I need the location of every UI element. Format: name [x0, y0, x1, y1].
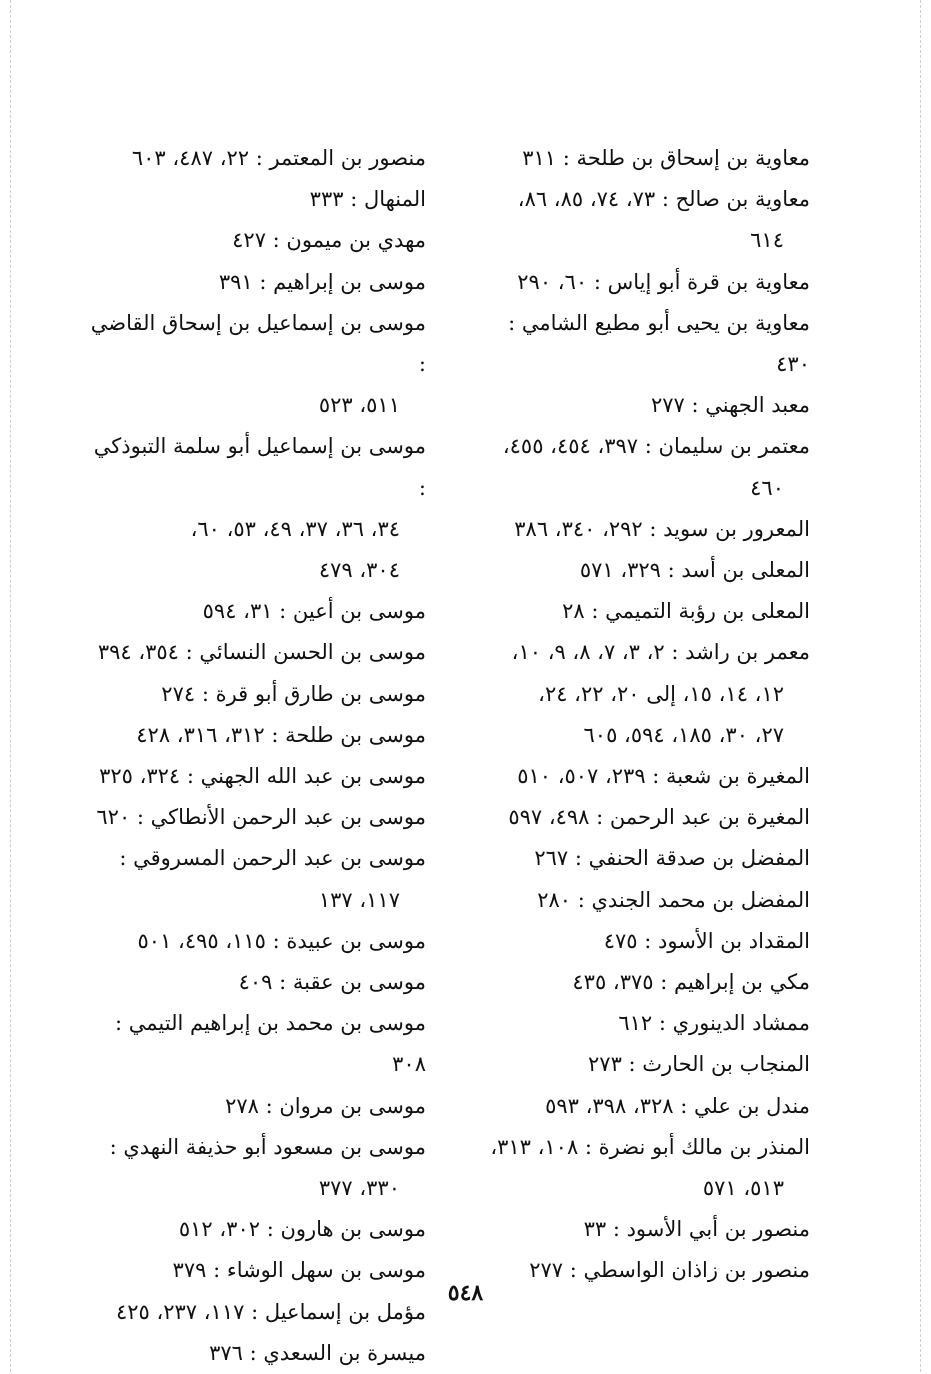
index-entry-continuation: ١١٧، ١٣٧ — [318, 887, 400, 912]
index-entry — [90, 962, 426, 1003]
index-column-right — [470, 138, 810, 1292]
index-entry-text: موسى بن طارق أبو قرة : ٢٧٤ — [161, 681, 426, 706]
index-entry — [470, 138, 810, 179]
index-entry-text: المفضل بن صدقة الحنفي : ٢٦٧ — [534, 846, 810, 871]
index-entry-text: موسى بن عبيدة : ١١٥، ٤٩٥، ٥٠١ — [137, 928, 426, 953]
index-entry-text: معاوية بن قرة أبو إياس : ٦٠، ٢٩٠ — [517, 269, 810, 294]
index-entry — [470, 838, 810, 879]
index-entry — [470, 1086, 810, 1127]
index-entry — [90, 220, 426, 261]
index-entry-text: موسى بن عبد الرحمن الأنطاكي : ٦٢٠ — [96, 805, 426, 830]
index-entry-text: موسى بن إسماعيل أبو سلمة التبوذكي : — [93, 434, 426, 500]
index-entry — [470, 1209, 810, 1250]
index-entry-text: مؤمل بن إسماعيل : ١١٧، ٢٣٧، ٤٢٥ — [115, 1299, 426, 1324]
index-entry-text: موسى بن طلحة : ٣١٢، ٣١٦، ٤٢٨ — [136, 722, 426, 747]
index-entry-continuation: ٦١٤ — [750, 228, 784, 253]
index-entry-text: موسى بن إسماعيل بن إسحاق القاضي : — [90, 310, 426, 377]
index-entry — [470, 179, 810, 261]
index-entry — [90, 632, 426, 673]
index-entry — [470, 1127, 810, 1209]
index-entry-continuation: ٥١٣، ٥٧١ — [702, 1176, 784, 1201]
index-entry-text: المغيرة بن شعبة : ٢٣٩، ٥٠٧، ٥١٠ — [517, 764, 810, 789]
index-entry — [90, 1209, 426, 1250]
index-entry-text: موسى بن مسعود أبو حذيفة النهدي : — [109, 1134, 426, 1159]
index-entry — [90, 262, 426, 303]
index-entry — [470, 262, 810, 303]
index-entry — [470, 550, 810, 591]
index-entry-text: موسى بن عقبة : ٤٠٩ — [238, 970, 426, 995]
index-entry-text: معاوية بن إسحاق بن طلحة : ٣١١ — [522, 146, 810, 170]
index-entry — [90, 426, 426, 550]
index-entry-text: المغيرة بن عبد الرحمن : ٤٩٨، ٥٩٧ — [508, 805, 810, 830]
index-entry-text: معاوية بن يحيى أبو مطيع الشامي : ٤٣٠ — [508, 310, 810, 377]
index-entry — [470, 591, 810, 632]
index-entry-text: منصور بن زاذان الواسطي : ٢٧٧ — [529, 1258, 810, 1283]
page-number: ٥٤٨ — [447, 1280, 484, 1306]
index-entry — [470, 715, 810, 756]
index-entry-text: معاوية بن صالح : ٧٣، ٧٤، ٨٥، ٨٦، — [517, 187, 810, 212]
index-entry-text: موسى بن إبراهيم : ٣٩١ — [218, 269, 426, 294]
index-entry — [470, 1044, 810, 1085]
index-entry-continuation: ٤٦٠ — [750, 475, 784, 500]
index-entry — [470, 385, 810, 426]
index-entry-text: موسى بن عبد الله الجهني : ٣٢٤، ٣٢٥ — [99, 764, 426, 789]
index-entry-text: المنجاب بن الحارث : ٢٧٣ — [588, 1052, 810, 1077]
index-entry-continuation: ١٢، ١٤، ١٥، إلى ٢٠، ٢٢، ٢٤، — [538, 681, 784, 706]
index-entry — [470, 962, 810, 1003]
index-entry-continuation: ٢٧، ٣٠، ١٨٥، ٥٩٤، ٦٠٥ — [583, 722, 784, 747]
page-guide-right — [920, 0, 921, 1372]
index-entry — [90, 138, 426, 179]
index-entry-continuation: ٥١١، ٥٢٣ — [318, 393, 400, 418]
index-entry-text: مهدي بن ميمون : ٤٢٧ — [232, 228, 426, 253]
index-entry-text: مندل بن علي : ٣٢٨، ٣٩٨، ٥٩٣ — [545, 1093, 810, 1118]
index-entry-text: موسى بن محمد بن إبراهيم التيمي : ٣٠٨ — [115, 1011, 426, 1077]
index-entry-text: معبد الجهني : ٢٧٧ — [651, 393, 810, 418]
index-entry — [90, 179, 426, 220]
index-entry — [470, 756, 810, 797]
index-entry-text: ميسرة بن السعدي : ٣٧٦ — [209, 1340, 426, 1365]
index-entry-text: منصور بن أبي الأسود : ٣٣ — [583, 1217, 810, 1242]
index-entry — [90, 838, 426, 920]
index-entry-text: المفضل بن محمد الجندي : ٢٨٠ — [537, 887, 810, 912]
index-entry — [470, 632, 810, 714]
index-entry-continuation: ٣٠٤، ٤٧٩ — [318, 558, 400, 583]
index-entry-text: موسى بن هارون : ٣٠٢، ٥١٢ — [178, 1217, 426, 1242]
index-entry — [90, 756, 426, 797]
index-entry — [90, 715, 426, 756]
index-entry — [470, 921, 810, 962]
index-entry — [470, 797, 810, 838]
index-entry — [90, 1127, 426, 1209]
index-entry-text: موسى بن سهل الوشاء : ٣٧٩ — [172, 1258, 426, 1283]
index-entry-text: المقداد بن الأسود : ٤٧٥ — [603, 928, 810, 953]
index-entry-text: المنذر بن مالك أبو نضرة : ١٠٨، ٣١٣، — [490, 1134, 810, 1159]
index-entry-text: منصور بن المعتمر : ٢٢، ٤٨٧، ٦٠٣ — [131, 146, 426, 170]
index-entry — [90, 674, 426, 715]
index-entry — [90, 797, 426, 838]
index-entry — [90, 1003, 426, 1085]
index-entry — [470, 880, 810, 921]
index-entry — [90, 1333, 426, 1374]
index-entry-text: موسى بن مروان : ٢٧٨ — [225, 1093, 426, 1118]
index-entry — [90, 550, 426, 591]
index-entry-text: المعلى بن أسد : ٣٢٩، ٥٧١ — [579, 558, 810, 583]
index-entry-text: المنهال : ٣٣٣ — [309, 187, 426, 212]
index-entry-text: المعرور بن سويد : ٢٩٢، ٣٤٠، ٣٨٦ — [514, 516, 810, 541]
index-entry-text: موسى بن الحسن النسائي : ٣٥٤، ٣٩٤ — [97, 640, 426, 665]
index-entry-text: ممشاد الدينوري : ٦١٢ — [618, 1011, 810, 1036]
index-entry — [470, 426, 810, 508]
index-entry — [470, 509, 810, 550]
index-entry — [90, 591, 426, 632]
index-entry-text: المعلى بن رؤبة التميمي : ٢٨ — [562, 599, 810, 624]
index-entry — [90, 921, 426, 962]
index-entry-text: موسى بن عبد الرحمن المسروقي : — [119, 846, 426, 871]
index-entry-text: مكي بن إبراهيم : ٣٧٥، ٤٣٥ — [572, 970, 810, 995]
index-entry-text: معتمر بن سليمان : ٣٩٧، ٤٥٤، ٤٥٥، — [502, 434, 810, 459]
index-entry-continuation: ٣٣٠، ٣٧٧ — [318, 1176, 400, 1201]
index-entry — [90, 303, 426, 427]
index-entry-continuation: ٣٤، ٣٦، ٣٧، ٤٩، ٥٣، ٦٠، — [190, 516, 400, 541]
index-entry-text: معمر بن راشد : ٢، ٣، ٧، ٨، ٩، ١٠، — [511, 640, 810, 665]
page-guide-left — [10, 0, 11, 1372]
index-entry-text: موسى بن أعين : ٣١، ٥٩٤ — [202, 599, 426, 624]
index-entry — [470, 1003, 810, 1044]
index-column-left — [90, 138, 426, 1374]
index-entry — [470, 303, 810, 385]
index-entry — [90, 1086, 426, 1127]
